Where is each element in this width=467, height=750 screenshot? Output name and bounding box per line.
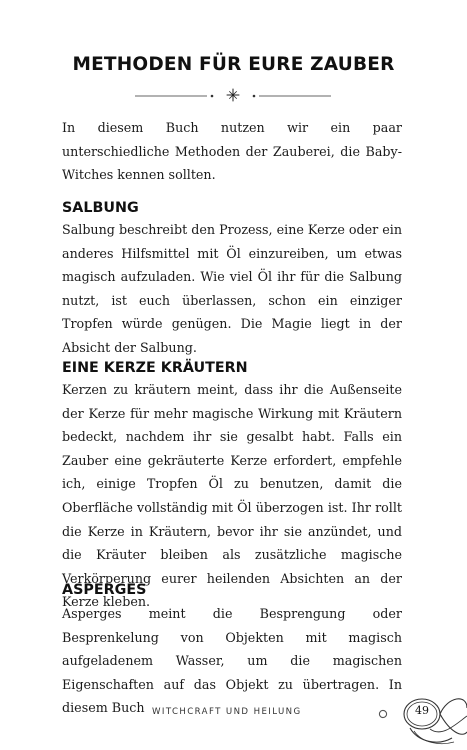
star-ornament-icon bbox=[135, 86, 331, 104]
intro-paragraph: In diesem Buch nutzen wir ein paar unterschiedliche Methoden der Zauberei, die Baby-Witches kennen sollten. bbox=[62, 120, 402, 183]
section-text-asperges: Asperges meint die Besprengung oder Besprenkelung von Objekten mit magisch aufgeladenem Wasser, um die magischen Eigenschaften auf das Objekt zu übertragen. In diesem Buch bbox=[62, 606, 402, 716]
page-number: 49 bbox=[415, 704, 429, 717]
section-text-kerze-kraeutern: Kerzen zu kräutern meint, dass ihr die Außenseite der Kerze für mehr magische Wirkung mit Kräutern bedeckt, nachdem ihr sie gesalbt habt. Falls ein Zauber eine gekräuterte Kerze erfordert, empfehle ich, einige Tropfen Öl zu benutzen, damit die Oberfläche vollständig mit Öl überzogen ist. Ihr rollt die Kerze in Kräutern, bevor ihr sie anzündet, und die Kräuter bleiben als zusätzliche magische Verkörperung eurer heilenden Absichten an der Kerze kleben. bbox=[62, 382, 402, 610]
footer-book-title: WITCHCRAFT UND HEILUNG bbox=[152, 707, 302, 717]
section-heading-salbung: SALBUNG bbox=[62, 200, 139, 216]
page-title: METHODEN FÜR EURE ZAUBER bbox=[72, 54, 395, 75]
section-heading-asperges: ASPERGES bbox=[62, 582, 147, 598]
section-text-salbung: Salbung beschreibt den Prozess, eine Kerze oder ein anderes Hilfsmittel mit Öl einzureiben, um etwas magisch aufzuladen. Wie viel Öl ihr für die Salbung nutzt, ist euch überlassen, schon ein einziger Tropfen würde genügen. Die Magie liegt in der Absicht der Salbung. bbox=[62, 222, 402, 355]
infinity-knot-icon bbox=[370, 688, 467, 750]
section-heading-kerze-kraeutern: EINE KERZE KRÄUTERN bbox=[62, 360, 248, 376]
